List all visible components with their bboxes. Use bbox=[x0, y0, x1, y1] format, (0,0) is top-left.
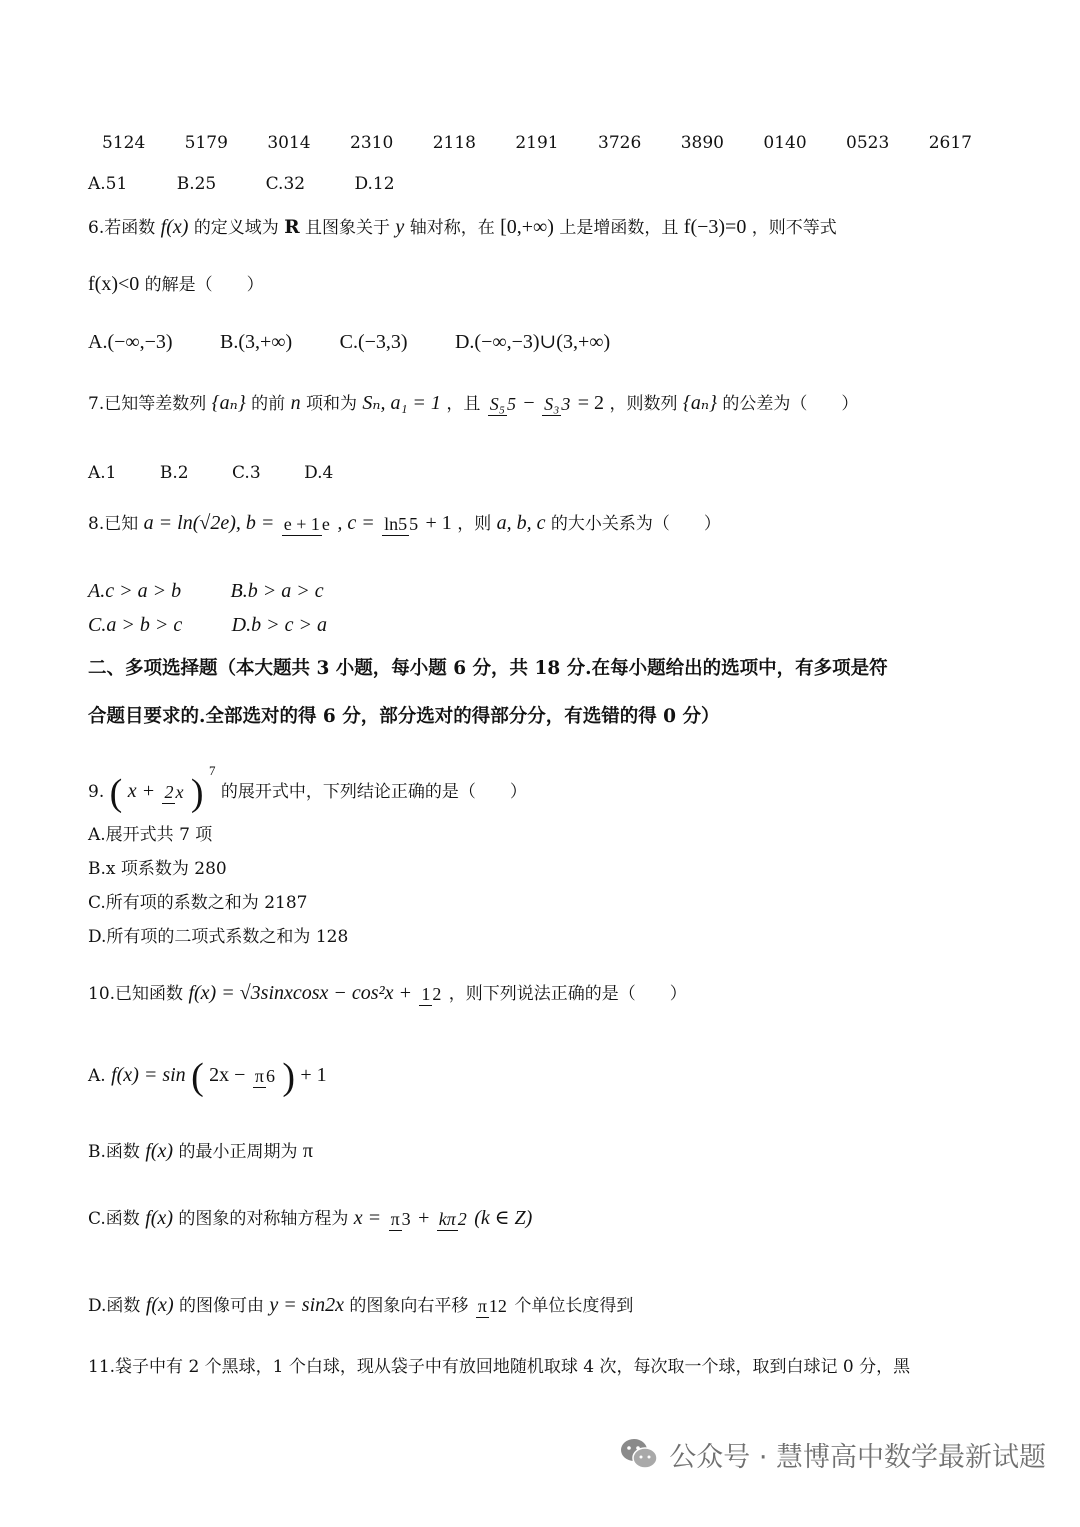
fraction: e + 1 e bbox=[283, 514, 330, 535]
q7-text: ，且 bbox=[446, 394, 481, 414]
option-lead: D.函数 bbox=[88, 1296, 141, 1316]
option: C.(−3,3) bbox=[339, 331, 408, 353]
q10-option-a bbox=[88, 1055, 327, 1098]
interval: [0,+∞) bbox=[500, 216, 554, 238]
option: D.12 bbox=[354, 174, 395, 194]
exponent: 7 bbox=[208, 763, 216, 778]
option: A.c > a > b bbox=[88, 580, 182, 602]
pi-symbol: π bbox=[302, 1140, 313, 1162]
option: A.1 bbox=[88, 463, 117, 483]
q8-text: ，则 bbox=[457, 514, 492, 534]
number: 3726 bbox=[598, 133, 642, 153]
q9-option-d: D.所有项的二项式系数之和为 128 bbox=[88, 927, 349, 947]
plus: + bbox=[418, 1207, 430, 1229]
paren: ( bbox=[109, 771, 123, 814]
question-6-line2 bbox=[88, 271, 264, 298]
fraction: ln5 5 bbox=[384, 514, 419, 535]
question-9 bbox=[88, 758, 527, 814]
q10-option-c bbox=[88, 1205, 532, 1232]
paren: ) bbox=[282, 1055, 295, 1098]
option-expr: y = sin2x bbox=[269, 1294, 345, 1316]
sequence: {aₙ} bbox=[211, 392, 246, 414]
x-expr: x + bbox=[127, 780, 156, 802]
q7-prefix: 7.已知等差数列 bbox=[88, 394, 207, 414]
q8-prefix: 8.已知 bbox=[88, 514, 139, 534]
option: B.(3,+∞) bbox=[220, 331, 293, 353]
option: B.25 bbox=[176, 174, 217, 194]
option: B.b > a > c bbox=[230, 580, 324, 602]
number: 2617 bbox=[928, 133, 972, 153]
fx-expr: f(x) bbox=[160, 216, 189, 238]
a-expr: a = ln(√2e), b = bbox=[143, 512, 275, 534]
option: A.51 bbox=[88, 174, 128, 194]
option: D.4 bbox=[304, 463, 334, 483]
q10-option-d bbox=[88, 1292, 633, 1319]
option-lead: C.函数 bbox=[88, 1209, 140, 1229]
q9-option-b: B.x 项系数为 280 bbox=[88, 859, 227, 879]
option-text: 的图像可由 bbox=[179, 1296, 265, 1316]
q10-prefix: 10.已知函数 bbox=[88, 984, 184, 1004]
fraction: S₃ 3 bbox=[544, 394, 571, 415]
option-expr: (k ∈ Z) bbox=[474, 1207, 533, 1229]
sum-expr: Sₙ, a₁ = 1 bbox=[362, 392, 441, 414]
number: 5179 bbox=[184, 133, 228, 153]
number: 5124 bbox=[102, 133, 146, 153]
question-8 bbox=[88, 510, 721, 537]
fraction: π 3 bbox=[390, 1209, 411, 1230]
q6-text: 的定义域为 bbox=[193, 218, 279, 238]
q9-text: 的展开式中，下列结论正确的是（ ） bbox=[220, 782, 527, 802]
c-expr: , c = bbox=[337, 512, 375, 534]
q6-text: ，则不等式 bbox=[751, 218, 837, 238]
option-text: 的最小正周期为 bbox=[178, 1142, 298, 1162]
abc-vars: a, b, c bbox=[496, 512, 546, 534]
option-expr: + 1 bbox=[300, 1064, 327, 1086]
fraction: 1 2 bbox=[421, 984, 442, 1005]
option: A.(−∞,−3) bbox=[88, 331, 173, 353]
c-tail: + 1 bbox=[425, 512, 452, 534]
q7-text: 的前 bbox=[251, 394, 286, 414]
equals: = 2 bbox=[577, 392, 605, 414]
number: 2191 bbox=[515, 133, 559, 153]
q6-text: 轴对称，在 bbox=[409, 218, 495, 238]
number: 2310 bbox=[350, 133, 394, 153]
number: 2118 bbox=[432, 133, 476, 153]
wechat-icon bbox=[619, 1437, 659, 1471]
option: D.(−∞,−3)∪(3,+∞) bbox=[454, 331, 611, 353]
q5-options bbox=[88, 171, 439, 197]
paren: ( bbox=[191, 1055, 204, 1098]
random-number-row bbox=[102, 130, 1006, 156]
real-set-symbol: R bbox=[284, 217, 300, 238]
q8-options-row2 bbox=[88, 612, 327, 639]
q7-text: 的公差为（ ） bbox=[722, 394, 859, 414]
number: 0140 bbox=[763, 133, 807, 153]
number: 3890 bbox=[680, 133, 724, 153]
section-heading: 二、多项选择题（本大题共 3 小题，每小题 6 分，共 18 分.在每小题给出的选项中，有多项是符 bbox=[88, 658, 888, 679]
q9-prefix: 9. bbox=[88, 782, 105, 802]
y-var: y bbox=[395, 216, 405, 238]
section-heading-line2: 合题目要求的.全部选对的得 6 分，部分选对的得部分分，有选错的得 0 分） bbox=[88, 706, 720, 727]
q6-text: 且图象关于 bbox=[305, 218, 390, 238]
number: 3014 bbox=[267, 133, 311, 153]
option-expr: f(x) = sin bbox=[111, 1064, 186, 1086]
option-lead: B.函数 bbox=[88, 1142, 140, 1162]
question-6 bbox=[88, 214, 837, 241]
fraction: π 6 bbox=[254, 1066, 275, 1087]
option: B.2 bbox=[159, 463, 189, 483]
q8-options-row1 bbox=[88, 578, 324, 605]
fraction: 2 x bbox=[164, 782, 184, 803]
option-expr: f(x) bbox=[145, 1140, 174, 1162]
question-11: 11.袋子中有 2 个黑球，1 个白球，现从袋子中有放回地随机取球 4 次，每次取一个球，取到白球记 0 分，黑 bbox=[88, 1357, 911, 1377]
q6-prefix: 6.若函数 bbox=[88, 218, 156, 238]
q6-text: 上是增函数，且 bbox=[559, 218, 679, 238]
inequality: f(x)<0 bbox=[88, 273, 140, 295]
question-7 bbox=[88, 390, 858, 417]
q7-options bbox=[88, 460, 377, 486]
q7-text: 项和为 bbox=[305, 394, 357, 414]
minus: − bbox=[523, 392, 535, 414]
q8-text: 的大小关系为（ ） bbox=[550, 514, 721, 534]
option: C.a > b > c bbox=[88, 614, 183, 636]
fraction: kπ 2 bbox=[438, 1209, 467, 1230]
fraction: π 12 bbox=[477, 1296, 507, 1317]
q9-option-c: C.所有项的系数之和为 2187 bbox=[88, 893, 308, 913]
option-expr: x = bbox=[353, 1207, 382, 1229]
option: C.32 bbox=[265, 174, 306, 194]
q7-text: ，则数列 bbox=[609, 394, 678, 414]
watermark bbox=[619, 1432, 1046, 1476]
option-text: 的图象向右平移 bbox=[349, 1296, 469, 1316]
n-var: n bbox=[290, 392, 301, 414]
option-expr: 2x − bbox=[209, 1064, 246, 1086]
option-text: 的图象的对称轴方程为 bbox=[178, 1209, 349, 1229]
option: C.3 bbox=[232, 463, 261, 483]
q6-text: 的解是（ ） bbox=[144, 275, 264, 295]
number: 0523 bbox=[846, 133, 890, 153]
q6-options bbox=[88, 329, 610, 356]
function-expr: f(x) = √3sinxcosx − cos²x + bbox=[188, 982, 412, 1004]
q9-option-a: A.展开式共 7 项 bbox=[88, 825, 213, 845]
question-10 bbox=[88, 980, 687, 1007]
option-text: 个单位长度得到 bbox=[514, 1296, 634, 1316]
option-expr: f(x) bbox=[145, 1207, 173, 1229]
fraction: S₅ 5 bbox=[489, 394, 517, 415]
sequence: {aₙ} bbox=[682, 392, 717, 414]
paren: ) bbox=[190, 771, 204, 814]
q10-option-b bbox=[88, 1138, 313, 1165]
condition: f(−3)=0 bbox=[683, 216, 747, 238]
option-lead: A. bbox=[88, 1066, 106, 1086]
watermark-text: 公众号 · 慧博高中数学最新试题 bbox=[669, 1441, 1046, 1473]
option: D.b > c > a bbox=[231, 614, 327, 636]
q10-text: ，则下列说法正确的是（ ） bbox=[448, 984, 687, 1004]
option-expr: f(x) bbox=[145, 1294, 174, 1316]
